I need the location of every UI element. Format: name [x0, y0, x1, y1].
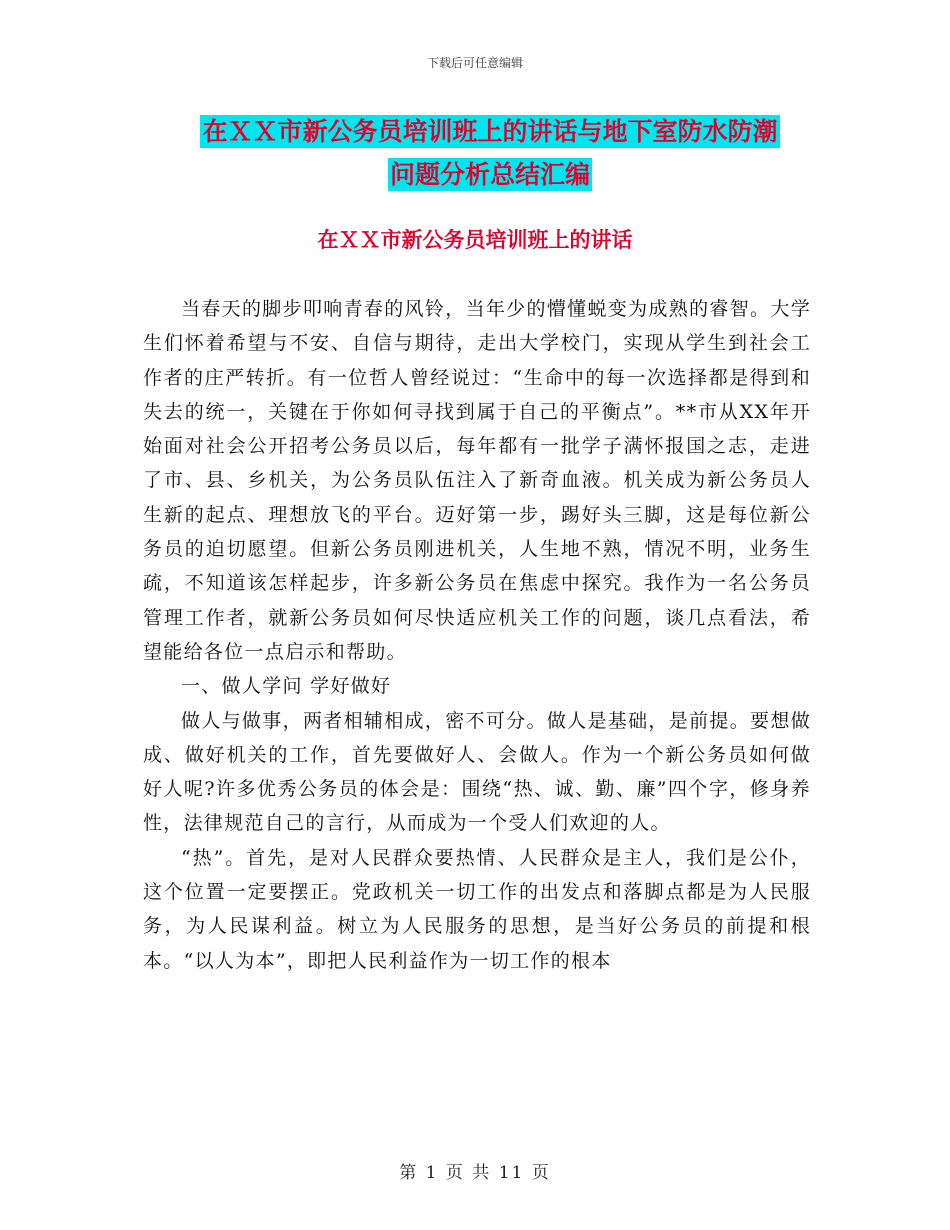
- page-footer: 第 1 页 共 11 页: [399, 1163, 551, 1183]
- document-title-line-1: 在ＸＸ市新公务员培训班上的讲话与地下室防水防潮: [202, 117, 778, 146]
- paragraph-1: 当春天的脚步叩响青春的风铃，当年少的懵懂蜕变为成熟的睿智。大学生们怀着希望与不安、自信与期待，走出大学校门，实现从学生到社会工作者的庄严转折。有一位哲人曾经说过：“生命中的每一次选择都是得到和失去的统一，关键在于你如何寻找到属于自己的平衡点”。**市从XX年开始面对社会公开招考公务员以后，每年都有一批学子满怀报国之志，走进了市、县、乡机关，为公务员队伍注入了新奇血液。机关成为新公务员人生新的起点、理想放飞的平台。迈好第一步，踢好头三脚，这是每位新公务员的迫切愿望。但新公务员刚进机关，人生地不熟，情况不明，业务生疏，不知道该怎样起步，许多新公务员在焦虑中探究。我作为一名公务员管理工作者，就新公务员如何尽快适应机关工作的问题，谈几点看法，希望能给各位一点启示和帮助。: [143, 298, 811, 663]
- body-text: [143, 292, 811, 978]
- header-note: 下载后可任意编辑: [426, 56, 523, 70]
- section-title: 在ＸＸ市新公务员培训班上的讲话: [317, 228, 633, 252]
- paragraph-2: 做人与做事，两者相辅相成，密不可分。做人是基础，是前提。要想做成、做好机关的工作，首先要做好人、会做人。作为一个新公务员如何做好人呢?许多优秀公务员的体会是：围绕“热、诚、勤、廉”四个字，修身养性，法律规范自己的言行，从而成为一个受人们欢迎的人。: [143, 709, 811, 835]
- paragraph-heading-1: 一、做人学问 学好做好: [181, 675, 392, 698]
- document-title-line-2: 问题分析总结汇编: [389, 160, 590, 189]
- paragraph-3: “热”。首先，是对人民群众要热情、人民群众是主人，我们是公仆，这个位置一定要摆正。党政机关一切工作的出发点和落脚点都是为人民服务，为人民谋利益。树立为人民服务的思想，是当好公务员的前提和根本。“以人为本”，即把人民利益作为一切工作的根本: [143, 846, 811, 972]
- document-title: [140, 110, 840, 196]
